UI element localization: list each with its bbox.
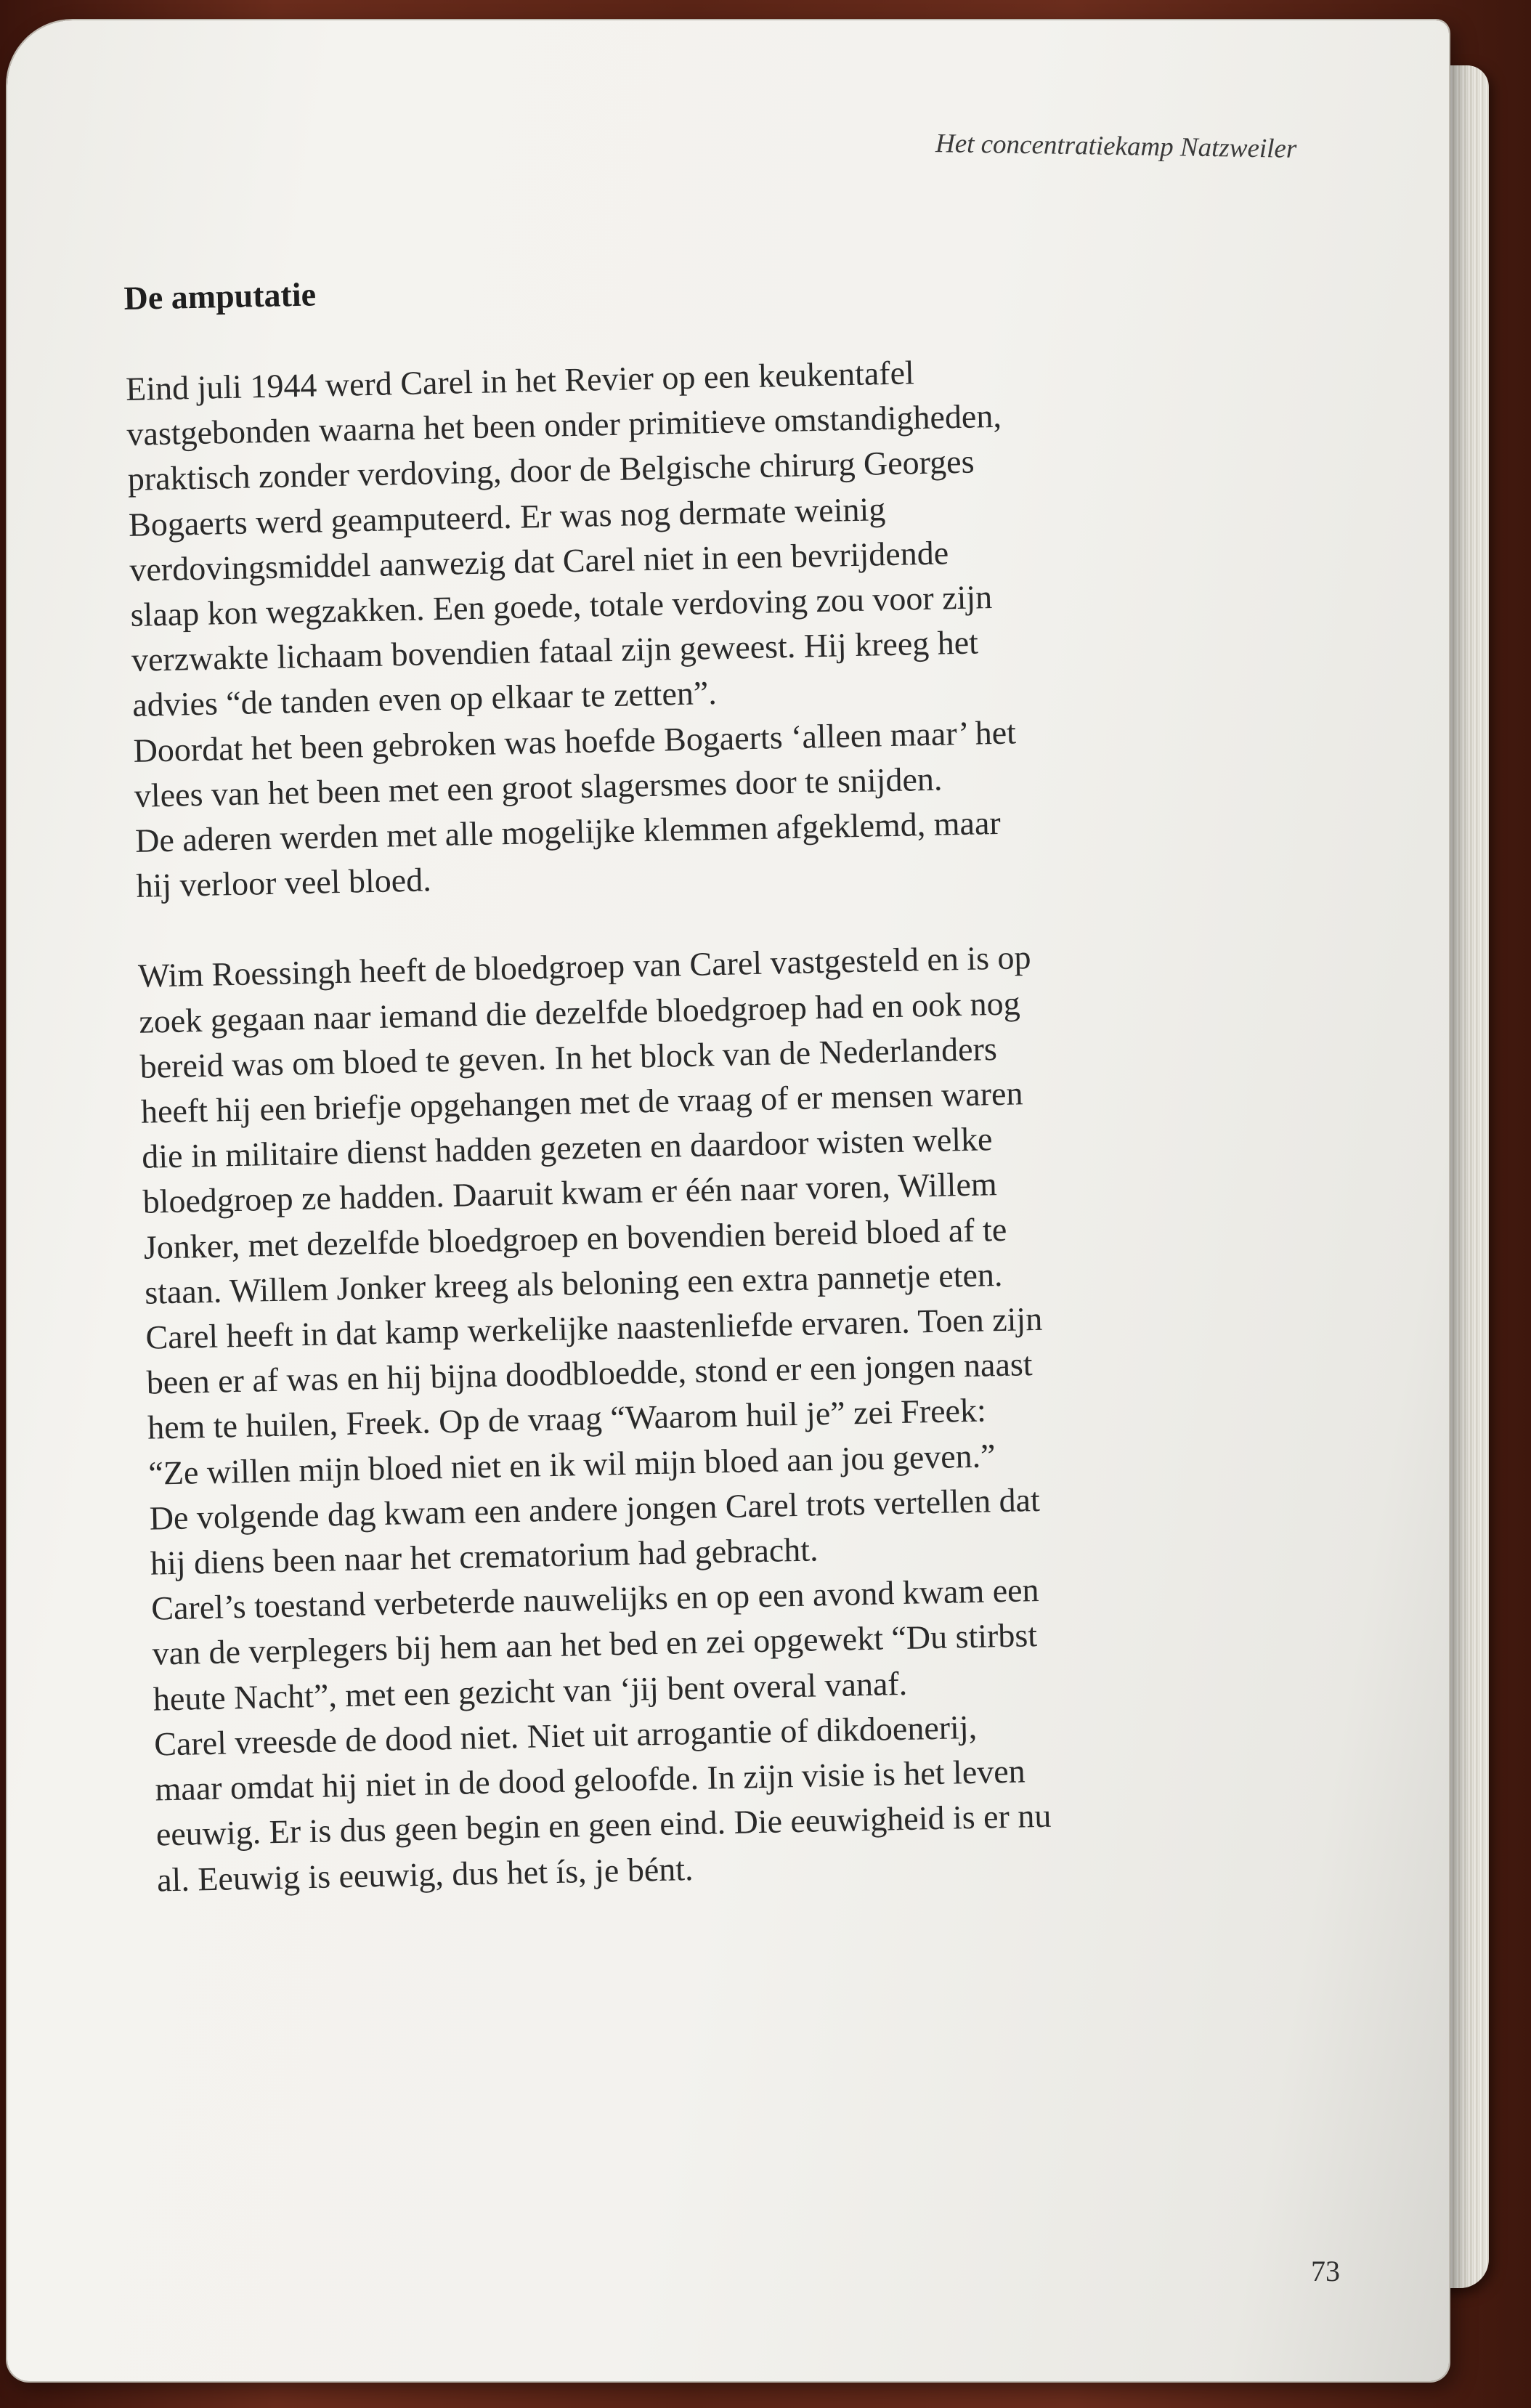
text-line: verdovingsmiddel aanwezig dat Carel niet in een bevrijdende <box>129 534 949 588</box>
text-line: De aderen werden met alle mogelijke klemmen afgeklemd, maar <box>134 803 1002 859</box>
text-line: hem te huilen, Freek. Op de vraag “Waarom huil je” zei Freek: <box>147 1391 987 1447</box>
text-line: die in militaire dienst hadden gezeten en daardoor wisten welke <box>141 1120 993 1175</box>
text-line: praktisch zonder verdoving, door de Belgische chirurg Georges <box>127 442 975 498</box>
page-number: 73 <box>1311 2255 1340 2287</box>
text-line: van de verplegers bij hem aan het bed en zei opgewekt “Du stirbst <box>152 1616 1038 1673</box>
text-line: hij diens been naar het crematorium had gebracht. <box>150 1531 819 1582</box>
paragraph-1 <box>126 343 1277 909</box>
text-line: Carel heeft in dat kamp werkelijke naastenliefde ervaren. Toen zijn <box>145 1300 1043 1356</box>
text-line: slaap kon wegzakken. Een goede, totale verdoving zou voor zijn <box>130 578 993 633</box>
text-line: Carel vreesde de dood niet. Niet uit arrogantie of dikdoenerij, <box>153 1708 978 1763</box>
text-line: al. Eeuwig is eeuwig, dus het ís, je bént. <box>156 1849 694 1899</box>
text-line: “Ze willen mijn bloed niet en ik wil mijn bloed aan jou geven.” <box>147 1436 996 1492</box>
text-line: eeuwig. Er is dus geen begin en geen eind. Die eeuwigheid is er nu <box>155 1797 1052 1853</box>
text-line: heeft hij een briefje opgehangen met de vraag of er mensen waren <box>140 1074 1023 1130</box>
paragraph-2 <box>137 930 1297 1902</box>
text-line: maar omdat hij niet in de dood geloofde. In zijn visie is het leven <box>155 1752 1026 1808</box>
text-line: zoek gegaan naar iemand die dezelfde bloedgroep had en ook nog <box>138 984 1021 1040</box>
section-heading: De amputatie <box>123 275 317 317</box>
text-line: hij verloor veel bloed. <box>135 861 432 905</box>
text-line: bloedgroep ze hadden. Daaruit kwam er één naar voren, Willem <box>142 1165 998 1221</box>
book-page <box>7 20 1449 2381</box>
text-line: Bogaerts werd geamputeerd. Er was nog dermate weinig <box>128 490 886 543</box>
text-line: Carel’s toestand verbeterde nauwelijks en op een avond kwam een <box>150 1571 1040 1627</box>
text-line: De volgende dag kwam een andere jongen Carel trots vertellen dat <box>149 1480 1041 1537</box>
text-line: staan. Willem Jonker kreeg als beloning een extra pannetje eten. <box>144 1255 1003 1311</box>
text-line: verzwakte lichaam bovendien fataal zijn geweest. Hij kreeg het <box>131 623 979 679</box>
text-line: Wim Roessingh heeft de bloedgroep van Carel vastgesteld en is op <box>137 939 1032 995</box>
text-line: Doordat het been gebroken was hoefde Bogaerts ‘alleen maar’ het <box>133 713 1017 769</box>
text-line: vlees van het been met een groot slagersmes door te snijden. <box>134 760 943 814</box>
text-line: heute Nacht”, met een gezicht van ‘jij bent overal vanaf. <box>153 1664 908 1718</box>
text-block <box>123 254 1297 1902</box>
text-line: Jonker, met dezelfde bloedgroep en bovendien bereid bloed af te <box>143 1210 1007 1266</box>
running-head: Het concentratiekamp Natzweiler <box>935 129 1297 164</box>
text-line: vastgebonden waarna het been onder primitieve omstandigheden, <box>126 397 1002 453</box>
text-line: been er af was en hij bijna doodbloedde, stond er een jongen naast <box>146 1345 1033 1401</box>
text-line: bereid was om bloed te geven. In het block van de Nederlanders <box>139 1029 998 1085</box>
text-line: Eind juli 1944 werd Carel in het Revier op een keukentafel <box>125 354 915 408</box>
text-line: advies “de tanden even op elkaar te zetten”. <box>131 674 718 724</box>
